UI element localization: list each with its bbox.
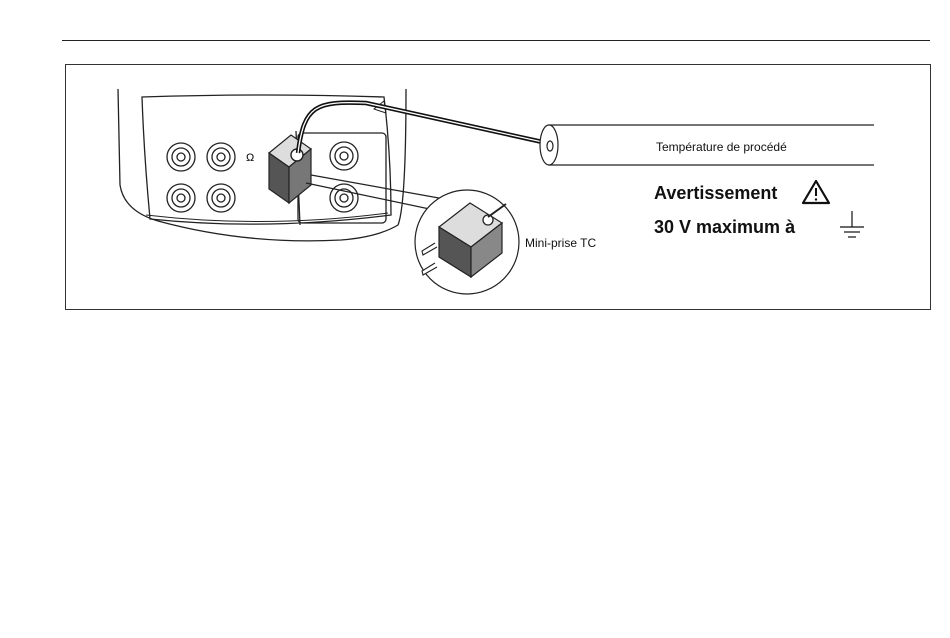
jack-6 (330, 184, 358, 212)
warning-title: Avertissement (654, 183, 778, 203)
thermocouple-connection-figure (65, 64, 931, 310)
plugged-mini-plug (269, 135, 311, 203)
thermocouple-wire (298, 103, 556, 153)
warning-triangle-icon (803, 181, 829, 203)
ohm-symbol: Ω (246, 152, 255, 164)
jack-3 (167, 184, 195, 212)
jack-2 (207, 143, 235, 171)
top-rule (62, 40, 930, 41)
jack-5 (330, 142, 358, 170)
mini-plug-label: Mini-prise TC (525, 236, 597, 250)
input-jacks (167, 142, 358, 212)
instrument-body (118, 89, 406, 241)
jack-4 (207, 184, 235, 212)
diagram-drawing (66, 65, 932, 311)
jack-1 (167, 143, 195, 171)
ground-icon (840, 211, 864, 237)
warning-voltage-limit: 30 V maximum à (654, 217, 796, 237)
process-temperature-label: Température de procédé (656, 140, 787, 154)
